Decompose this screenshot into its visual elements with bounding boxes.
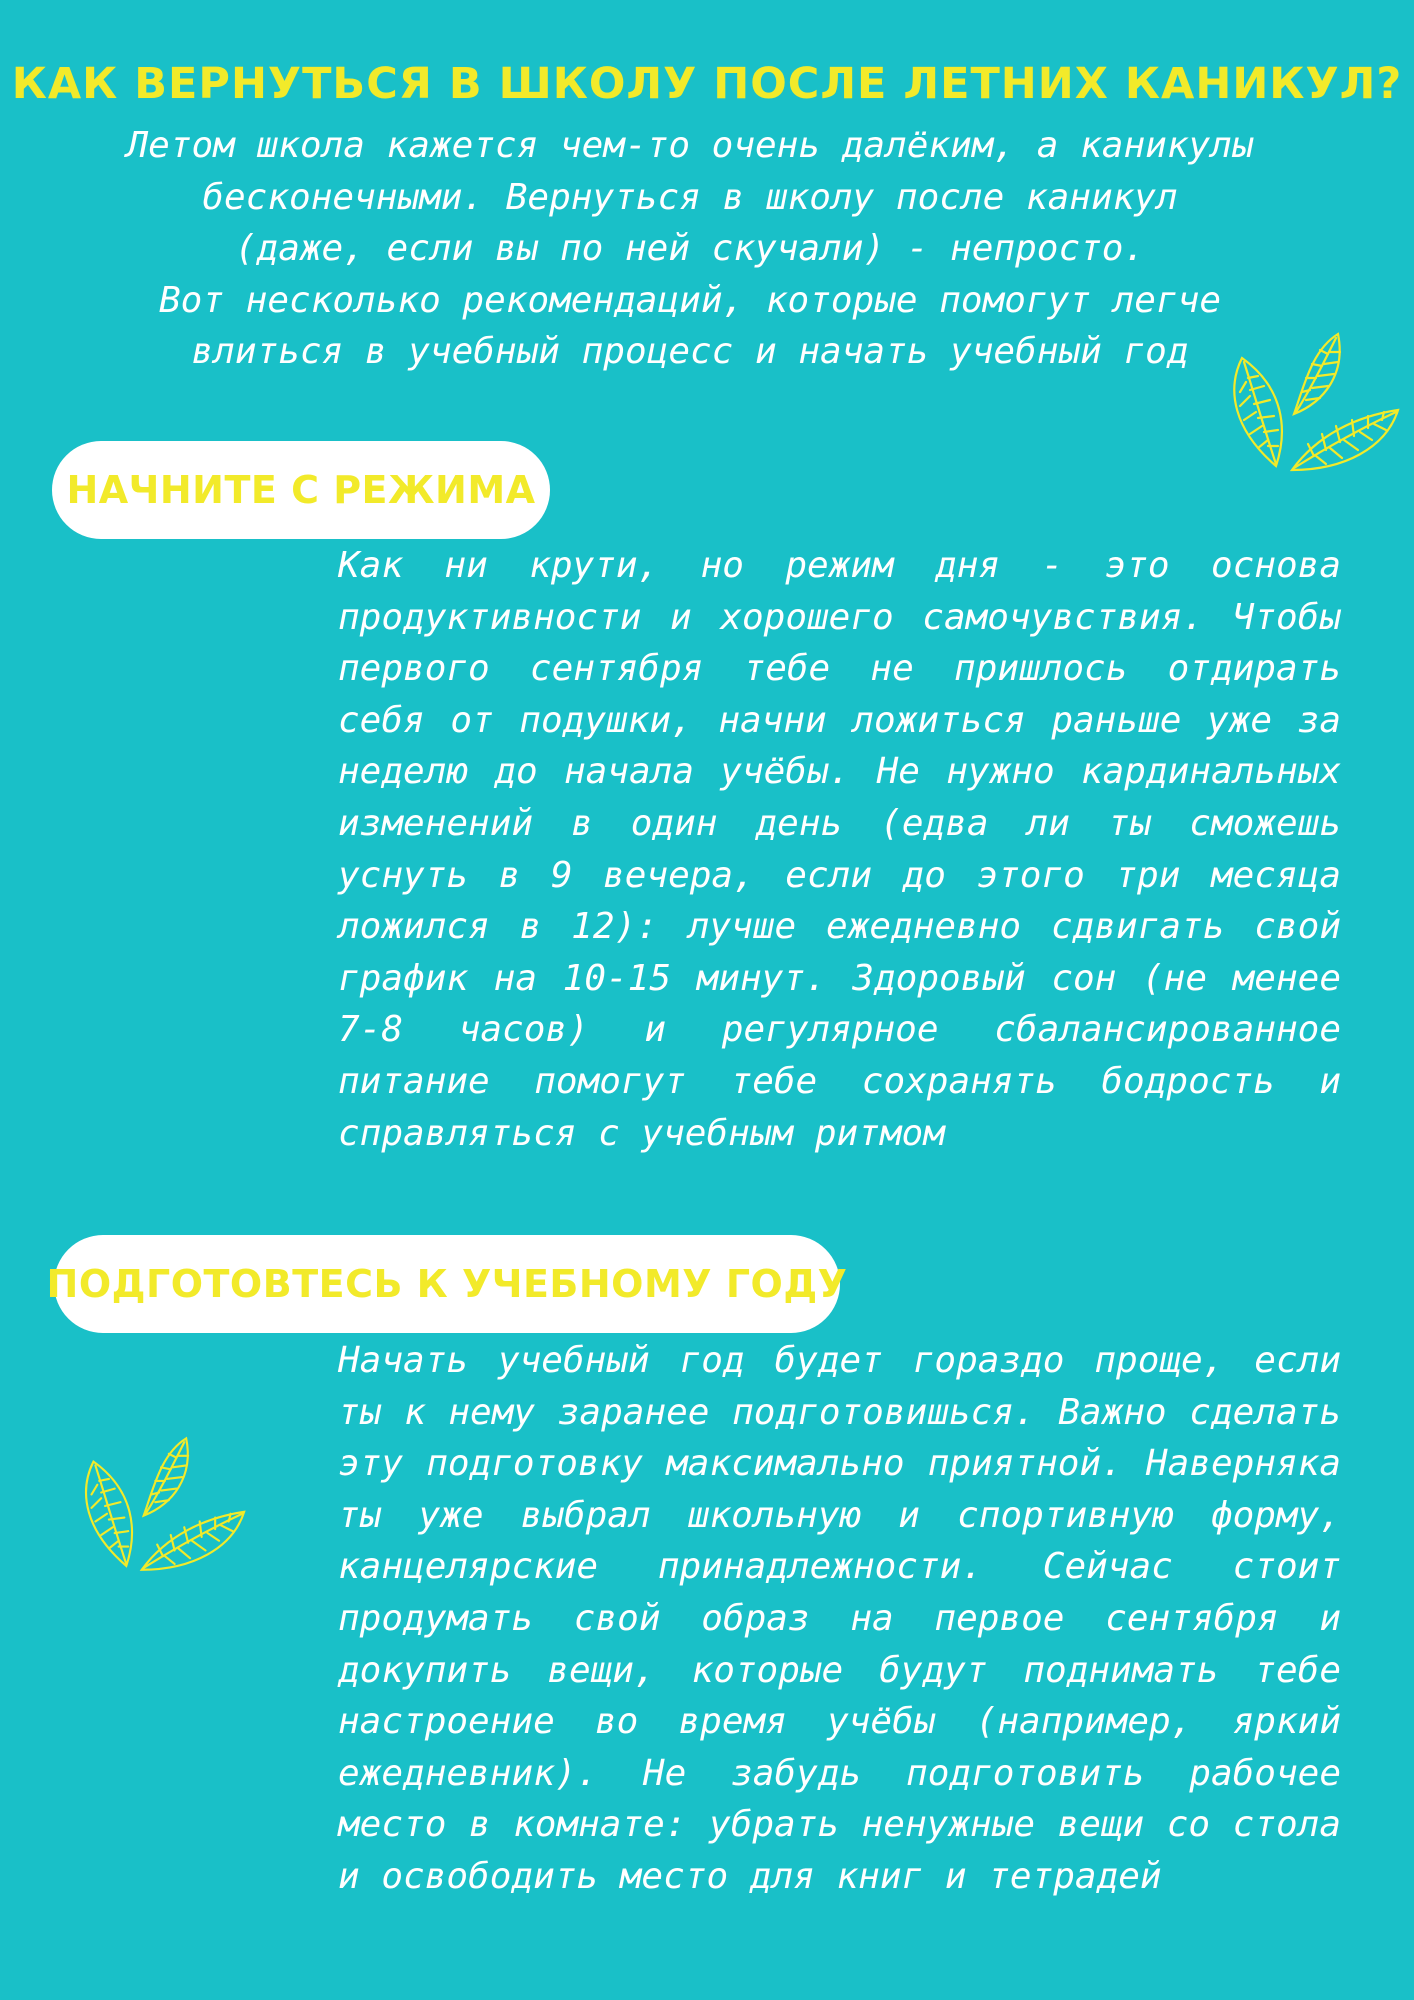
page-title: КАК ВЕРНУТЬСЯ В ШКОЛУ ПОСЛЕ ЛЕТНИХ КАНИКУЛ? [11,58,1403,109]
section-heading-pill [46,1235,848,1333]
section-text: Начать учебный год будет гораздо проще, если ты к нему заранее подготовишься. Важно сделать эту подготовку максимально приятной. Наверняка ты уже выбрал школьную и спортивную форму, канцелярские принадлежности. Сейчас стоит продумать свой образ на первое сентября и докупить вещи, которые будут поднимать тебе настроение во время учёбы (например, яркий ежедневник). Не забудь подготовить рабочее место в комнате: убрать ненужные вещи со стола и освободить место для книг и тетрадей [338,1340,1341,1897]
leaves-icon [78,1432,248,1580]
section-text: Как ни крути, но режим дня - это основа продуктивности и хорошего самочувствия. Чтобы первого сентября тебе не пришлось отдирать себя от подушки, начни ложиться раньше уже за неделю до начала учёбы. Не нужно кардинальных изменений в один день (едва ли ты сможешь уснуть в 9 вечера, если до этого три месяца ложился в 12): лучше ежедневно сдвигать свой график на 10-15 минут. Здоровый сон (не менее 7-8 часов) и регулярное сбалансированное питание помогут тебе сохранять бодрость и справляться с учебным ритмом [338,545,1341,1154]
leaves-icon [1226,330,1402,478]
section-heading: ПОДГОТОВТЕСЬ К УЧЕБНОМУ ГОДУ [46,1262,848,1306]
section-heading: НАЧНИТЕ С РЕЖИМА [66,468,536,512]
intro-text: Летом школа кажется чем-то очень далёким, а каникулы бесконечными. Вернуться в школу после каникул (даже, если вы по ней скучали) - непросто. Вот несколько рекомендаций, которые помогут легче влиться в учебный процесс и начать учебный год [126,125,1254,372]
section-heading-pill [52,441,550,539]
